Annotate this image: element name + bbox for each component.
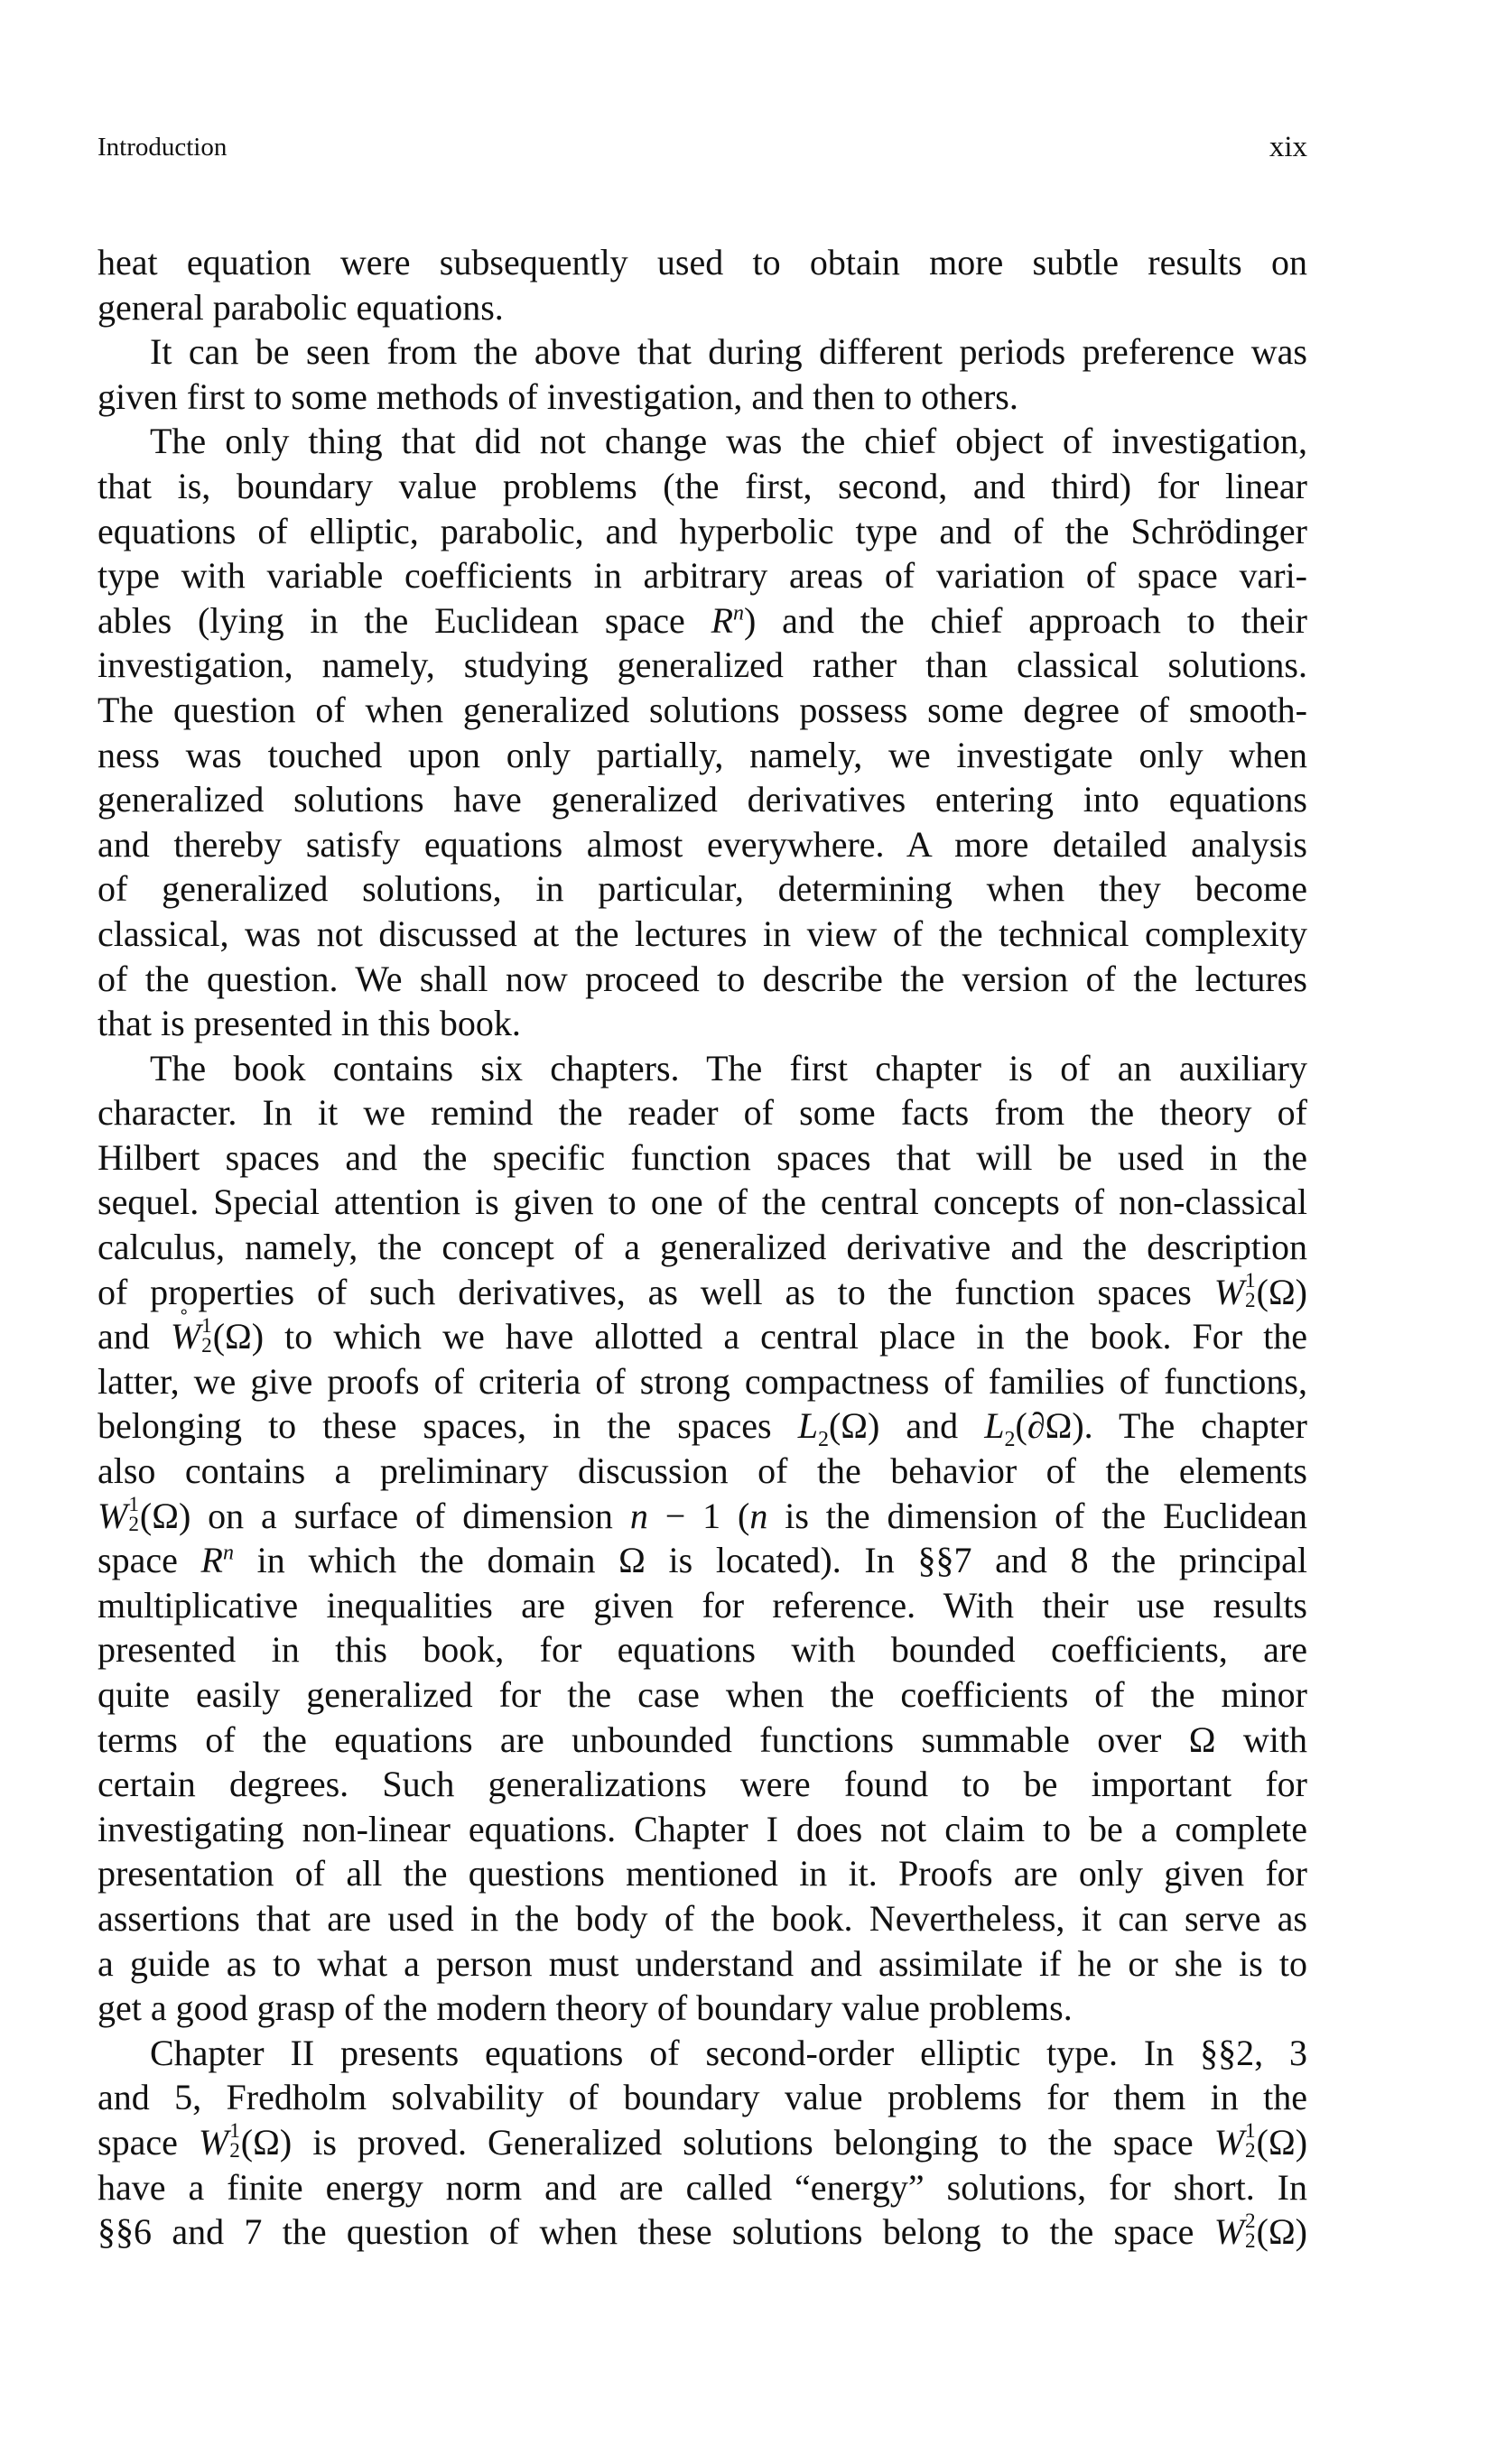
line-text: It can be seen from the above that during different periods preference was <box>150 331 1307 373</box>
text-line <box>98 1986 1307 2031</box>
running-head <box>98 131 1307 163</box>
text-line <box>98 240 1307 285</box>
text-line <box>98 1941 1307 1987</box>
text-line <box>98 1270 1307 1315</box>
text-line <box>98 1359 1307 1404</box>
text-line <box>98 1896 1307 1941</box>
paragraph-first-line <box>98 329 1307 375</box>
line-text: space W 1 2 (Ω) is proved. Generalized solutions belonging to the space W 1 2 (Ω) <box>98 2119 1308 2163</box>
text-line <box>98 1762 1307 1807</box>
text-line <box>98 912 1307 957</box>
text-line <box>98 598 1307 644</box>
text-line <box>98 285 1307 330</box>
text-line <box>98 733 1307 778</box>
line-text: of the question. We shall now proceed to describe the version of the lectures <box>98 958 1307 999</box>
line-text: and thereby satisfy equations almost everywhere. A more detailed analysis <box>98 823 1307 865</box>
text-line <box>98 1225 1307 1270</box>
paragraph-first-line <box>98 419 1307 464</box>
text-line <box>98 509 1307 554</box>
text-line <box>98 866 1307 912</box>
line-text: of generalized solutions, in particular, determining when they become <box>98 868 1307 910</box>
paragraph-first-line <box>98 1046 1307 1091</box>
line-text: given first to some methods of investigation, and then to others. <box>98 375 1018 417</box>
line-text: sequel. Special attention is given to one of the central concepts of non-classical <box>98 1181 1307 1223</box>
line-text: ables (lying in the Euclidean space $R^n$) and the chief approach to their <box>98 599 1307 641</box>
line-text: multiplicative inequalities are given for reference. With their use results <box>98 1584 1307 1626</box>
line-text: generalized solutions have generalized derivatives entering into equations <box>98 779 1307 820</box>
text-line <box>98 1538 1307 1583</box>
line-text: Chapter II presents equations of second-order elliptic type. In §§2, 3 <box>150 2032 1307 2073</box>
line-text: certain degrees. Such generalizations were found to be important for <box>98 1764 1307 1805</box>
text-line <box>98 1403 1307 1452</box>
text-line <box>98 1583 1307 1628</box>
line-text: Hilbert spaces and the specific function spaces that will be used in the <box>98 1136 1307 1178</box>
line-text: investigating non-linear equations. Chapter I does not claim to be a complete <box>98 1808 1307 1849</box>
line-text: W 1 2 (Ω) on a surface of dimension n − 1 (n is the dimension of the Euclidean <box>98 1493 1307 1537</box>
text-line <box>98 1627 1307 1672</box>
text-line <box>98 822 1307 867</box>
text-line <box>98 2120 1307 2165</box>
text-line <box>98 375 1307 420</box>
line-text: assertions that are used in the body of the book. Nevertheless, it can serve as <box>98 1897 1307 1939</box>
text-line <box>98 1314 1307 1359</box>
line-text: The question of when generalized solutions possess some degree of smooth- <box>98 689 1307 730</box>
line-text: space $R^n$ in which the domain Ω is located). In §§7 and 8 the principal <box>98 1540 1308 1581</box>
text-line <box>98 1807 1307 1852</box>
text-line <box>98 1718 1307 1763</box>
line-text: get a good grasp of the modern theory of boundary value problems. <box>98 1987 1073 2029</box>
text-line <box>98 1449 1307 1494</box>
line-text: classical, was not discussed at the lectures in view of the technical complexity <box>98 912 1307 954</box>
line-text: have a finite energy norm and are called “energy” solutions, for short. In <box>98 2166 1307 2208</box>
line-text: ness was touched upon only partially, namely, we investigate only when <box>98 734 1307 775</box>
text-line <box>98 688 1307 733</box>
line-text: calculus, namely, the concept of a generalized derivative and the description <box>98 1227 1307 1268</box>
line-text: heat equation were subsequently used to obtain more subtle results on <box>98 242 1307 283</box>
line-text: investigation, namely, studying generalized rather than classical solutions. <box>98 644 1307 686</box>
line-text: also contains a preliminary discussion of the behavior of the elements <box>98 1450 1307 1492</box>
line-text: equations of elliptic, parabolic, and hyperbolic type and of the Schrödinger <box>98 510 1307 551</box>
line-text: quite easily generalized for the case when the coefficients of the minor <box>98 1674 1307 1715</box>
paragraph-first-line <box>98 2031 1307 2076</box>
line-text: that is, boundary value problems (the first, second, and third) for linear <box>98 465 1307 506</box>
running-head-title: Introduction <box>98 133 228 162</box>
line-text: The book contains six chapters. The first chapter is of an auxiliary <box>150 1047 1307 1088</box>
text-line <box>98 1135 1307 1181</box>
line-text: type with variable coefficients in arbitrary areas of variation of space vari- <box>98 555 1307 597</box>
text-line <box>98 1001 1307 1046</box>
text-line <box>98 2075 1307 2120</box>
page-number: xix <box>1269 131 1307 163</box>
text-line <box>98 957 1307 1002</box>
line-text: presented in this book, for equations with bounded coefficients, are <box>98 1629 1307 1671</box>
line-text: §§6 and 7 the question of when these solutions belong to the space W 2 2 (Ω) <box>98 2209 1307 2253</box>
text-line <box>98 643 1307 688</box>
text-line <box>98 464 1307 509</box>
line-text: general parabolic equations. <box>98 286 504 328</box>
text-line <box>98 1494 1307 1539</box>
line-text: The only thing that did not change was the chief object of investigation, <box>150 421 1307 462</box>
line-text: latter, we give proofs of criteria of strong compactness of families of functions, <box>98 1360 1307 1402</box>
line-text: and ˚ W 1 2 (Ω) to which we have allotted a central place in the book. For the <box>98 1316 1307 1357</box>
text-line <box>98 2209 1307 2255</box>
text-line <box>98 1672 1307 1718</box>
body-text <box>98 240 1307 2255</box>
line-text: a guide as to what a person must understand and assimilate if he or she is to <box>98 1942 1307 1984</box>
text-line <box>98 777 1307 822</box>
text-line <box>98 1851 1307 1896</box>
text-line <box>98 1180 1307 1225</box>
line-text: belonging to these spaces, in the spaces $L_2(\Omega)$ and $L_2(\partial\Omega)$. The chapter <box>98 1405 1307 1452</box>
line-text: terms of the equations are unbounded functions summable over Ω with <box>98 1718 1307 1760</box>
text-line <box>98 1090 1307 1135</box>
line-text: that is presented in this book. <box>98 1003 521 1044</box>
line-text: and 5, Fredholm solvability of boundary value problems for them in the <box>98 2077 1307 2118</box>
text-line <box>98 2165 1307 2210</box>
text-line <box>98 553 1307 598</box>
line-text: presentation of all the questions mentioned in it. Proofs are only given for <box>98 1853 1307 1894</box>
line-text: of properties of such derivatives, as well as to the function spaces W 1 2 (Ω) <box>98 1269 1307 1313</box>
line-text: character. In it we remind the reader of some facts from the theory of <box>98 1092 1307 1134</box>
